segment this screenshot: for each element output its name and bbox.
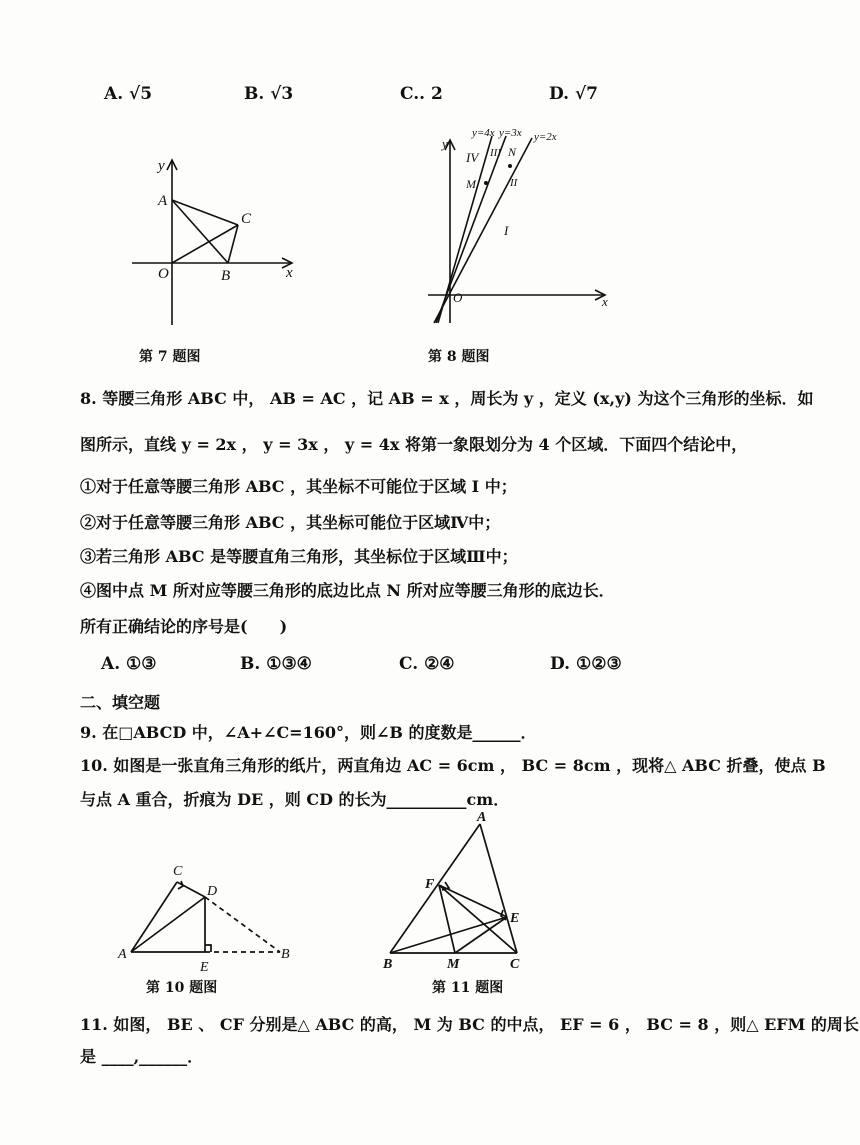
fig11-segment-fm <box>439 885 455 953</box>
figure-8 <box>420 118 620 328</box>
fig8-caption: 第 8 题图 <box>428 349 490 365</box>
fig10-segment-ad <box>131 897 205 952</box>
fig8-label-x: x <box>602 294 608 309</box>
fig10-segment-ac <box>131 882 177 952</box>
fig7-segment-oc <box>172 225 238 263</box>
section-2-heading: 二、填空题 <box>80 693 161 712</box>
fig7-caption: 第 7 题图 <box>139 349 201 365</box>
fig8-label-n: N <box>508 145 517 159</box>
fig8-label-region-1: I <box>504 223 509 238</box>
fig8-label-region-2: II <box>510 177 518 189</box>
q8-option-a: A. ①③ <box>101 654 157 674</box>
fig11-segment-ab <box>390 824 480 953</box>
q8-option-b: B. ①③④ <box>240 654 312 674</box>
fig8-label-region-3: III <box>490 147 501 159</box>
fig10-label-a: A <box>118 947 127 962</box>
fig8-label-m: M <box>466 177 476 191</box>
figure-10 <box>115 855 315 975</box>
fig11-label-f: F <box>425 877 435 892</box>
fig7-segment-ac <box>172 200 238 225</box>
fig10-label-d: D <box>207 884 218 899</box>
fig11-label-e: E <box>510 911 520 926</box>
q7-option-a: A. √5 <box>104 84 153 104</box>
fig10-label-b: B <box>281 947 290 962</box>
fig8-label-line-2x: y=2x <box>534 131 557 143</box>
q11-line-2: 是 ____,______． <box>80 1047 204 1066</box>
q8-statement-1: ①对于任意等腰三角形 ABC ，其坐标不可能位于区域 I 中； <box>80 477 517 496</box>
fig7-label-x: x <box>286 265 293 281</box>
fig10-caption: 第 10 题图 <box>146 980 218 996</box>
q8-option-d: D. ①②③ <box>550 654 622 674</box>
q11-line-1: 11. 如图， BE 、 CF 分别是△ ABC 的高， M 为 BC 的中点， EF = 6 ， BC = 8 ，则△ EFM 的周长 <box>80 1015 859 1034</box>
q8-option-c: C. ②④ <box>399 654 455 674</box>
q8-line-2: 图所示，直线 y = 2x ， y = 3x ， y = 4x 将第一象限划分为 4 个区域．下面四个结论中， <box>80 435 748 454</box>
fig10-segment-cd <box>177 882 205 897</box>
q8-statement-2: ②对于任意等腰三角形 ABC ，其坐标可能位于区域Ⅳ中； <box>80 513 501 532</box>
fig10-label-c: C <box>173 864 183 879</box>
fig7-label-o: O <box>158 266 169 282</box>
fig8-label-region-4: IV <box>466 150 479 165</box>
fig11-segment-ac <box>480 824 520 953</box>
q7-option-d: D. √7 <box>549 84 598 104</box>
fig11-caption: 第 11 题图 <box>432 980 504 996</box>
fig7-label-c: C <box>241 211 252 227</box>
fig11-segment-fe <box>439 885 507 917</box>
fig11-label-m: M <box>447 957 460 972</box>
q8-question: 所有正确结论的序号是( ) <box>80 617 288 636</box>
fig8-point-n <box>508 164 512 168</box>
q8-statement-4: ④图中点 M 所对应等腰三角形的底边比点 N 所对应等腰三角形的底边长． <box>80 581 615 600</box>
q8-line-1: 8. 等腰三角形 ABC 中， AB = AC ，记 AB = x ，周长为 y ，定义 (x,y) 为这个三角形的坐标．如 <box>80 389 814 408</box>
fig11-label-c: C <box>510 957 520 972</box>
q10-line-1: 10. 如图是一张直角三角形的纸片，两直角边 AC = 6cm ， BC = 8cm ，现将△ ABC 折叠，使点 B <box>80 756 826 775</box>
figure-11 <box>375 810 545 980</box>
fig7-label-y: y <box>158 158 165 174</box>
fig8-label-o: O <box>453 290 463 305</box>
fig11-label-b: B <box>383 957 393 972</box>
q8-statement-3: ③若三角形 ABC 是等腰直角三角形，其坐标位于区域Ⅲ中； <box>80 547 518 566</box>
fig8-point-m <box>484 181 488 185</box>
fig10-right-angle-e <box>205 945 211 952</box>
fig8-label-line-3x: y=3x <box>499 127 522 139</box>
fig10-dashed-db <box>205 897 280 952</box>
fig8-label-y: y <box>442 136 448 151</box>
q9-text: 9. 在□ABCD 中，∠A+∠C=160°，则∠B 的度数是______． <box>80 723 537 742</box>
figure-7 <box>120 150 320 340</box>
fig11-label-a: A <box>477 810 487 825</box>
fig8-label-line-4x: y=4x <box>472 127 495 139</box>
q7-option-c: C.. 2 <box>400 84 443 104</box>
q10-line-2: 与点 A 重合，折痕为 DE ，则 CD 的长为__________cm． <box>80 790 510 809</box>
q7-option-b: B. √3 <box>244 84 294 104</box>
fig7-label-a: A <box>158 193 168 209</box>
fig10-label-e: E <box>200 960 209 975</box>
fig7-label-b: B <box>221 268 231 284</box>
fig7-segment-ab <box>172 200 228 263</box>
